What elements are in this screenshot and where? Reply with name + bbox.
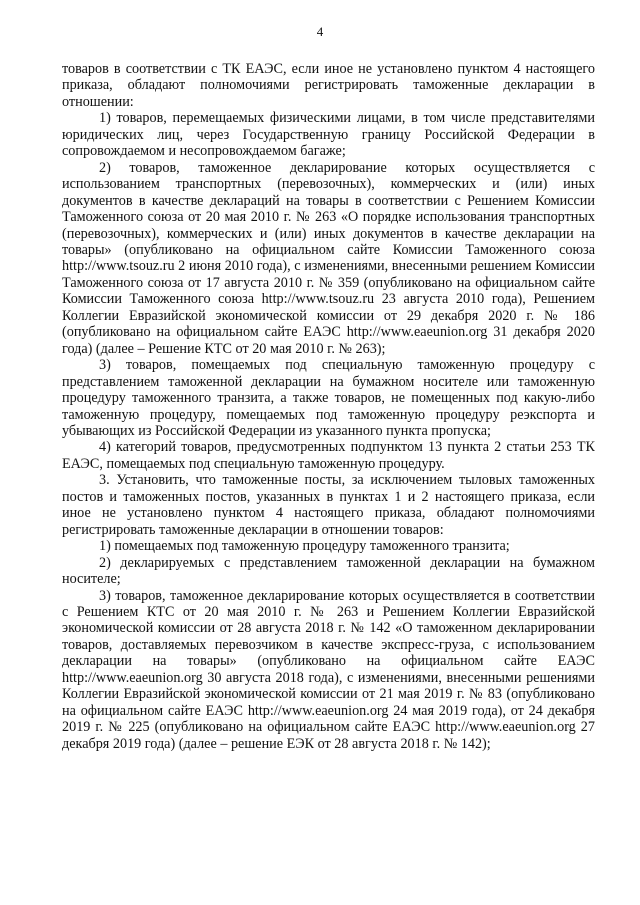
paragraph-clause-3-item-3: 3) товаров, таможенное декларирование которых осуществляется в соответствии с Решением КТС от 20 мая 2010 г. № 263 и Решением Коллегии Евразийской экономической комиссии от 28 августа 2018 г. № 142 «О таможенном декларировании товаров, доставляемых перевозчиком в качестве экспресс-груза, с использованием декларации на товары» (опубликовано на официальном сайте ЕАЭС http://www.eaeunion.org 30 августа 2018 года), с изменениями, внесенными решениями Коллегии Евразийской экономической комиссии от 21 мая 2019 г. № 83 (опубликовано на официальном сайте ЕАЭС http://www.eaeunion.org 24 мая 2019 года), от 24 декабря 2019 г. № 225 (опубликовано на официальном сайте ЕАЭС http://www.eaeunion.org 27 декабря 2019 года) (далее – решение ЕЭК от 28 августа 2018 г. № 142);: [62, 587, 595, 752]
document-body: [62, 61, 595, 752]
paragraph-clause-3: 3. Установить, что таможенные посты, за исключением тыловых таможенных постов и таможенных постов, указанных в пунктах 1 и 2 настоящего приказа, если иное не установлено пунктом 4 настоящего приказа, обладают полномочиями регистрировать таможенные декларации в отношении товаров:: [62, 472, 595, 538]
paragraph-item-2-transport-documents: 2) товаров, таможенное декларирование которых осуществляется с использованием транспортных (перевозочных), коммерческих и (или) иных документов в качестве деклараций на товары в соответствии с Решением Комиссии Таможенного союза от 20 мая 2010 г. № 263 «О порядке использования транспортных (перевозочных), коммерческих и (или) иных документов в качестве декларации на товары» (опубликовано на официальном сайте Комиссии Таможенного союза http://www.tsouz.ru 2 июня 2010 года), с изменениями, внесенными решением Комиссии Таможенного союза от 17 августа 2010 г. № 359 (опубликовано на официальном сайте Комиссии Таможенного союза http://www.tsouz.ru 23 августа 2010 года), Решением Коллегии Евразийской экономической комиссии от 29 декабря 2020 г. № 186 (опубликовано на официальном сайте ЕАЭС http://www.eaeunion.org 31 декабря 2020 года) (далее – Решение КТС от 20 мая 2010 г. № 263);: [62, 159, 595, 357]
paragraph-item-1-baggage: 1) товаров, перемещаемых физическими лицами, в том числе представителями юридических лиц, через Государственную границу Российской Федерации в сопровождаемом и несопровождаемом багаже;: [62, 110, 595, 160]
paragraph-item-3-special-procedure: 3) товаров, помещаемых под специальную таможенную процедуру с представлением таможенной декларации на бумажном носителе или таможенную процедуру таможенного транзита, а также товаров, не помещенных под какую-либо таможенную процедуру, помещаемых под таможенную процедуру реэкспорта и убывающих из Российской Федерации из указанного пункта пропуска;: [62, 357, 595, 439]
page-number: 4: [316, 24, 324, 39]
paragraph-clause-3-item-2: 2) декларируемых с представлением таможенной декларации на бумажном носителе;: [62, 554, 595, 588]
paragraph-clause-3-item-1: 1) помещаемых под таможенную процедуру таможенного транзита;: [99, 538, 510, 555]
paragraph-item-4-categories: 4) категорий товаров, предусмотренных подпунктом 13 пункта 2 статьи 253 ТК ЕАЭС, помещаемых под специальную таможенную процедуру.: [62, 439, 595, 472]
paragraph-continuation: товаров в соответствии с ТК ЕАЭС, если иное не установлено пунктом 4 настоящего приказа, обладают полномочиями регистрировать таможенные декларации в отношении:: [62, 61, 595, 110]
